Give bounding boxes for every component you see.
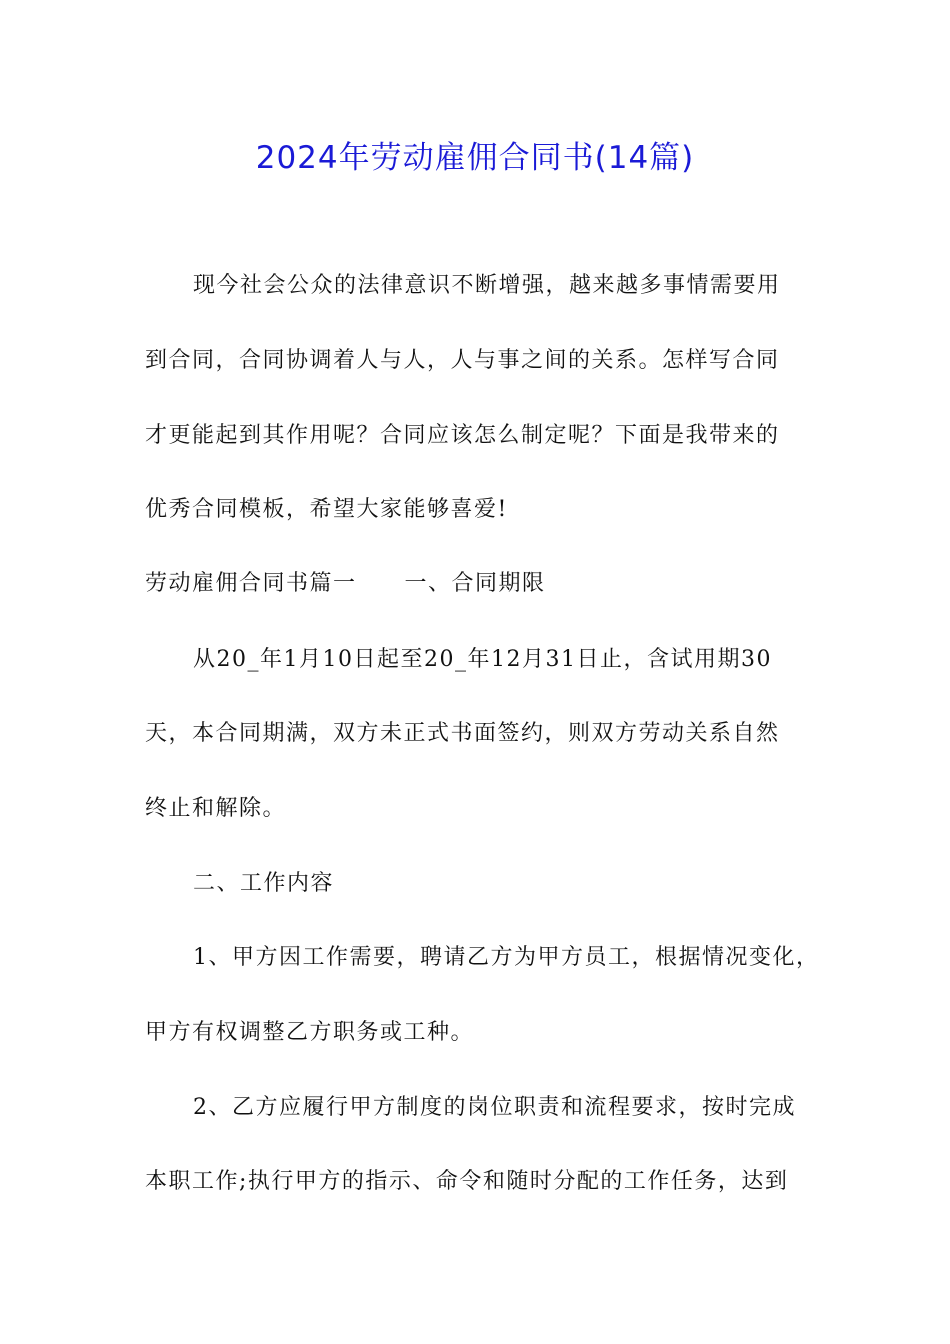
work-item-line: 甲方有权调整乙方职务或工种。	[145, 1020, 475, 1045]
work-item-line: 1、甲方因工作需要，聘请乙方为甲方员工，根据情况变化，	[193, 945, 820, 970]
intro-line: 优秀合同模板，希望大家能够喜爱!	[145, 497, 508, 522]
work-item-line: 2、乙方应履行甲方制度的岗位职责和流程要求，按时完成	[193, 1095, 796, 1120]
work-heading: 二、工作内容	[193, 871, 335, 896]
article-title: 劳动雇佣合同书篇一	[145, 571, 357, 596]
term-line: 终止和解除。	[145, 796, 287, 821]
term-line: 天，本合同期满，双方未正式书面签约，则双方劳动关系自然	[145, 721, 780, 746]
section-heading	[145, 569, 546, 599]
term-line: 从20_年1月10日起至20_年12月31日止，含试用期30	[193, 647, 772, 672]
document-title: 2024年劳动雇佣合同书(14篇)	[255, 140, 695, 176]
work-item-line: 本职工作;执行甲方的指示、命令和随时分配的工作任务，达到	[145, 1169, 789, 1194]
clause-title: 一、合同期限	[404, 571, 546, 596]
intro-line: 才更能起到其作用呢？合同应该怎么制定呢？下面是我带来的	[145, 423, 780, 448]
intro-line: 现今社会公众的法律意识不断增强，越来越多事情需要用	[193, 273, 781, 298]
intro-line: 到合同，合同协调着人与人，人与事之间的关系。怎样写合同	[145, 348, 780, 373]
